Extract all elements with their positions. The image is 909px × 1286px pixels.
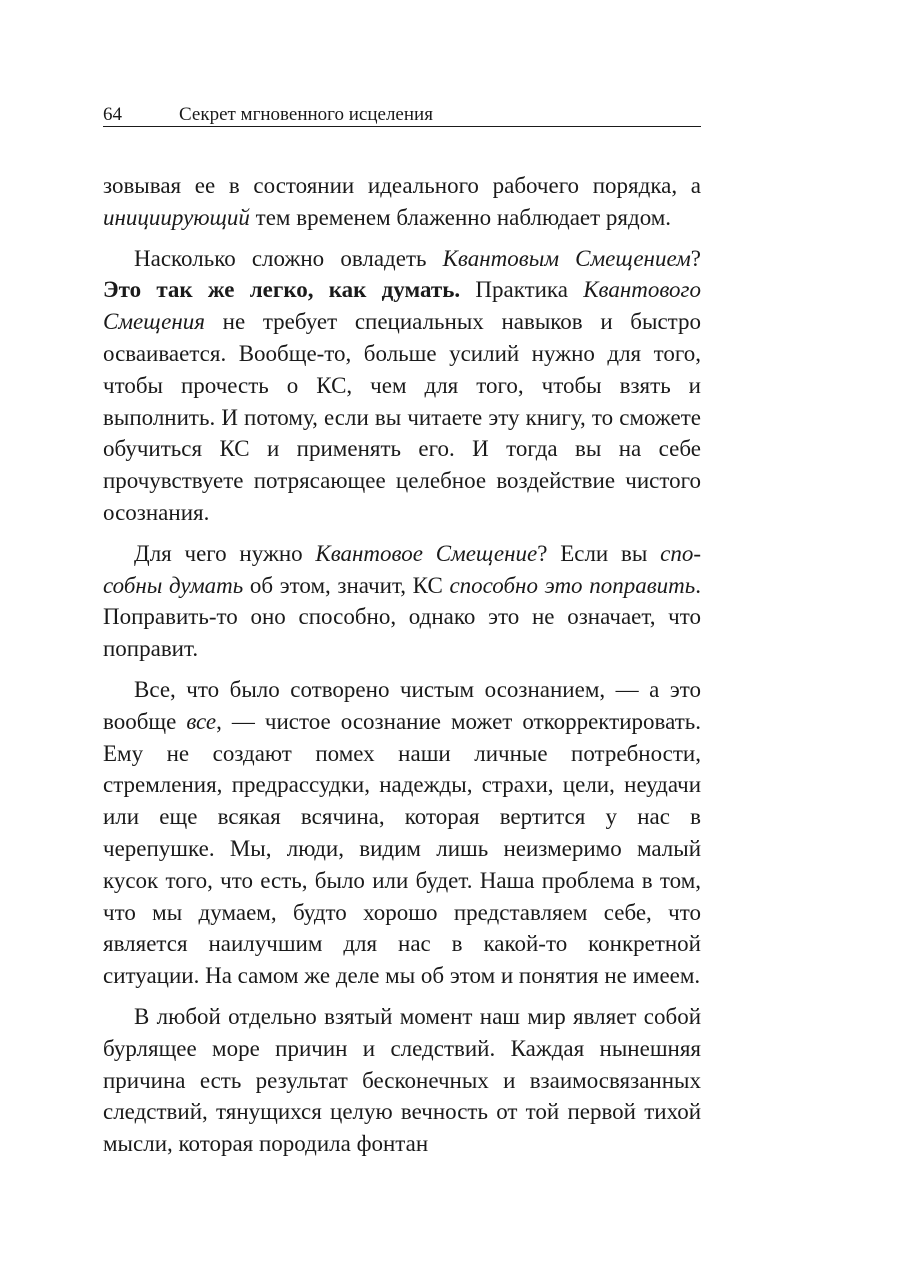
text-run: не требует специальных навыков и быстро осваивается. Вообще-то, больше усилий нужно для того, чтобы прочесть о КС, чем для того, чтобы взять и выполнить. И потому, если вы читаете эту книгу, то сможете обучиться КС и применять его. И тогда вы на себе прочувствуете потрясающее целебное воздействие чистого осознания. bbox=[103, 309, 701, 525]
italic-text: способны думать bbox=[103, 540, 701, 598]
text-run: об этом, значит, КС bbox=[243, 572, 450, 598]
body-text bbox=[103, 170, 701, 1160]
text-run: тем временем блаженно наблюдает рядом. bbox=[249, 204, 672, 230]
text-run: зовывая ее в состоянии идеального рабочего порядка, а bbox=[103, 173, 701, 198]
text-run: Практика bbox=[460, 277, 584, 303]
paragraph bbox=[103, 538, 701, 665]
italic-text: способно это поправить bbox=[449, 572, 696, 598]
text-run: ? Если вы bbox=[537, 540, 661, 566]
text-run: . Поправить-то оно способно, однако это не означает, что поправит. bbox=[103, 572, 702, 662]
bold-text: Это так же легко, как думать. bbox=[103, 277, 461, 303]
paragraph bbox=[103, 1001, 701, 1160]
text-run: Для чего нужно bbox=[134, 540, 316, 566]
text-run: Насколько сложно овладеть bbox=[134, 245, 443, 271]
running-title: Секрет мгновенного исцеления bbox=[179, 104, 433, 125]
running-header bbox=[103, 104, 701, 127]
italic-text: инициирующий bbox=[103, 204, 250, 230]
text-run: Все, что было сотворено чистым осознанием, — а это вообще bbox=[103, 676, 701, 734]
paragraph bbox=[103, 674, 701, 992]
text-run: , — чистое осознание может откорректировать. Ему не создают помех наши личные потребности, стремления, предрассудки, надежды, страхи, цели, неудачи или еще всякая всячина, которая вертится у нас в черепушке. Мы, люди, видим лишь неизмеримо малый кусок того, что есть, было или будет. Наша проблема в том, что мы думаем, будто хорошо представляем себе, что является наилучшим для нас в какой-то конкретной ситуации. На самом же деле мы об этом и понятия не имеем. bbox=[103, 708, 701, 989]
paragraph bbox=[103, 170, 701, 234]
text-run: В любой отдельно взятый момент наш мир являет собой бурлящее море причин и следствий. Каждая нынешняя причина есть результат бесконечных и взаимосвязанных следствий, тянущихся целую вечность от той первой тихой мысли, которая породила фонтан bbox=[103, 1003, 701, 1157]
book-page bbox=[103, 104, 701, 1160]
italic-text: все bbox=[186, 708, 217, 734]
paragraph bbox=[103, 243, 701, 529]
italic-text: Квантовым Смещением bbox=[442, 245, 691, 271]
text-run: ? bbox=[690, 245, 701, 271]
italic-text: Квантовое Смещение bbox=[315, 540, 538, 566]
italic-text: Квантового Смещения bbox=[103, 277, 701, 335]
page-number: 64 bbox=[103, 104, 122, 125]
